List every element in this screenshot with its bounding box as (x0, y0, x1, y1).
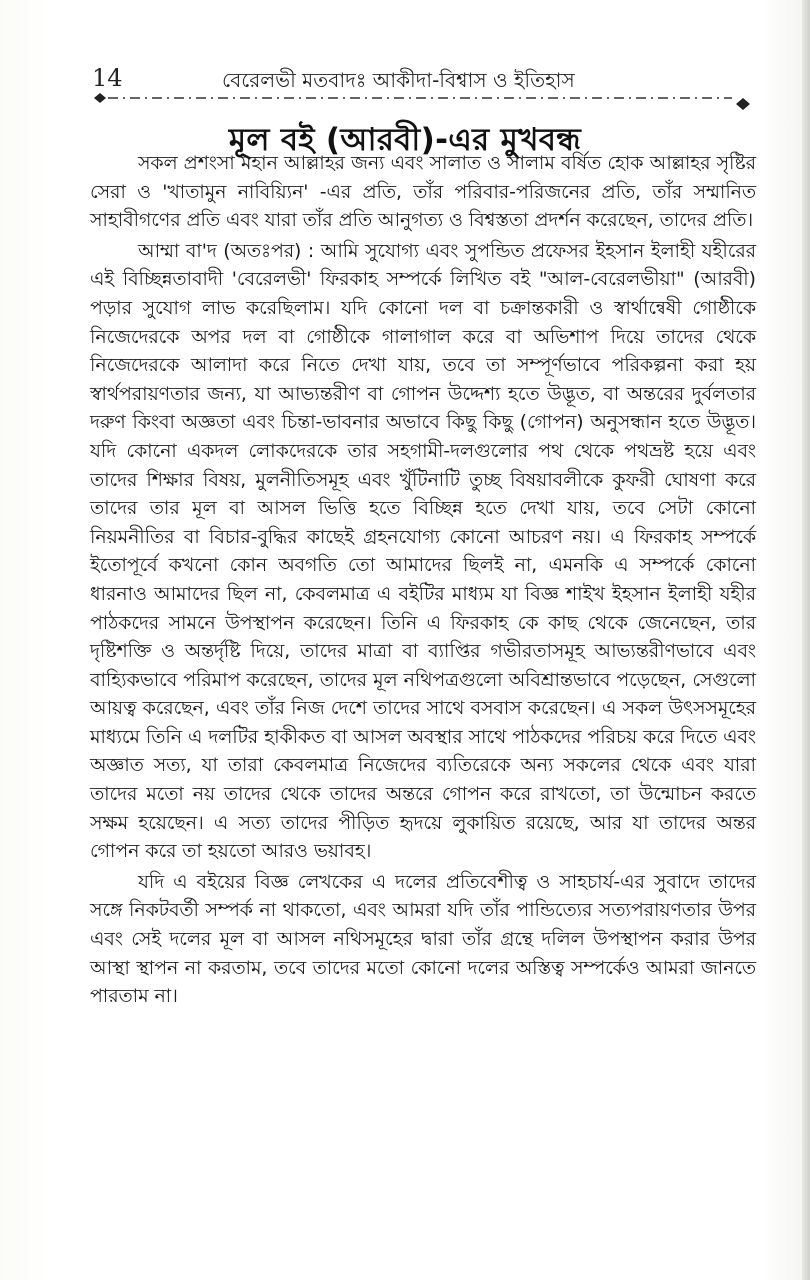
header-ornament-rule (92, 92, 752, 112)
running-header (92, 62, 742, 96)
page-number: 14 (92, 64, 123, 92)
paragraph-3: যদি এ বইয়ের বিজ্ঞ লেখকের এ দলের প্রতিবেশীত্ব ও সাহচার্য-এর সুবাদে তাদের সঙ্গে নিকটবর্তী সম্পর্ক না থাকতো, এবং আমরা যদি তাঁর পান্ডিত্যের সত্যপরায়ণতার উপর এবং সেই দলের মূল বা আসল নথিসমূহের দ্বারা তাঁর গ্রন্থে দলিল উপস্থাপন করার উপর আস্থা স্থাপন না করতাম, তবে তাদের মতো কোনো দলের অস্তিত্ব সম্পর্কেও আমরা জানতে পারতাম না। (90, 871, 756, 1008)
paragraph-1: সকল প্রশংসা মহান আল্লাহর জন্য এবং সালাত ও সালাম বর্ষিত হোক আল্লাহর সৃষ্টির সেরা ও 'খাতামুন নাবিয়্যিন' -এর প্রতি, তাঁর পরিবার-পরিজনের প্রতি, তাঁর সম্মানিত সাহাবীগণের প্রতি এবং যারা তাঁর প্রতি আনুগত্য ও বিশ্বস্ততা প্রদর্শন করেছেন, তাদের প্রতি। (90, 153, 756, 232)
paragraph-2: আম্মা বা'দ (অতঃপর) : আমি সুযোগ্য এবং সুপন্ডিত প্রফেসর ইহসান ইলাহী যহীরের এই বিচ্ছিন্নতাবাদী 'বেরেলভী' ফিরকাহ সম্পর্কে লিখিত বই "আল-বেরেলভীয়া" (আরবী) পড়ার সুযোগ লাভ করেছিলাম। যদি কোনো দল বা চক্রান্তকারী ও স্বার্থান্বেষী গোষ্ঠীকে নিজেদেরকে অপর দল বা গোষ্ঠীকে গালাগাল করে বা অভিশাপ দিয়ে তাদের থেকে নিজেদেরকে আলাদা করে নিতে দেখা যায়, তবে তা সম্পূর্ণভাবে পরিকল্পনা করা হয় স্বার্থপরায়ণতার জন্য, যা আভ্যন্তরীণ বা গোপন উদ্দেশ্য হতে উদ্ভূত, বা অন্তরের দুর্বলতার দরুণ কিংবা অজ্ঞতা এবং চিন্তা-ভাবনার অভাবে কিছু কিছু (গোপন) অনুসন্ধান হতে উদ্ভূত। যদি কোনো একদল লোকদেরকে তার সহগামী-দলগুলোর পথ থেকে পথভ্রষ্ট হয়ে এবং তাদের শিক্ষার বিষয়, মুলনীতিসমূহ এবং খুঁটিনাটি তুচ্ছ বিষয়াবলীকে কুফরী ঘোষণা করে তাদের তার মূল বা আসল ভিত্তি হতে বিচ্ছিন্ন হতে দেখা যায়, তবে সেটা কোনো নিয়মনীতির বা বিচার-বুদ্ধির কাছেই গ্রহনযোগ্য কোনো আচরণ নয়। এ ফিরকাহ সম্পর্কে ইতোপূর্বে কখনো কোন অবগতি তো আমাদের ছিলই না, এমনকি এ সম্পর্কে কোনো ধারনাও আমাদের ছিল না, কেবলমাত্র এ বইটির মাধ্যম যা বিজ্ঞ শাইখ ইহসান ইলাহী যহীর পাঠকদের সামনে উপস্থাপন করেছেন। তিনি এ ফিরকাহ কে কাছ থেকে জেনেছেন, তার দৃষ্টিশক্তি ও অন্তর্দৃষ্টি দিয়ে, তাদের মাত্রা বা ব্যাপ্তির গভীরতাসমূহ আভ্যন্তরীণভাবে এবং বাহ্যিকভাবে পরিমাপ করেছেন, তাদের মূল নথিপত্রগুলো অবিশ্রান্তভাবে পড়েছেন, সেগুলো আয়ত্ব করেছেন, এবং তাঁর নিজ দেশে তাদের সাথে বসবাস করেছেন। এ সকল উৎসসমূহের মাধ্যমে তিনি এ দলটির হাকীকত বা আসল অবস্থার সাথে পাঠকদের পরিচয় করে দিতে এবং অজ্ঞাত সত্য, যা তারা কেবলমাত্র নিজেদের ব্যতিরেকে অন্য সকলের থেকে এবং যারা তাদের মতো নয় তাদের থেকে তাদের অন্তরে গোপন করে রাখতো, তা উন্মোচন করতে সক্ষম হয়েছেন। এ সত্য তাদের পীড়িত হৃদয়ে লুকায়িত রয়েছে, আর যা তাদের অন্তর গোপন করে তা হয়তো আরও ভয়াবহ। (90, 240, 756, 863)
running-title: বেরেলভী মতবাদঃ আকীদা-বিশ্বাস ও ইতিহাস (222, 68, 575, 92)
body-text (90, 150, 756, 1012)
page-spine-shadow (802, 0, 810, 1280)
chapter-title: মূল বই (আরবী)-এর মুখবন্ধ (228, 122, 582, 158)
